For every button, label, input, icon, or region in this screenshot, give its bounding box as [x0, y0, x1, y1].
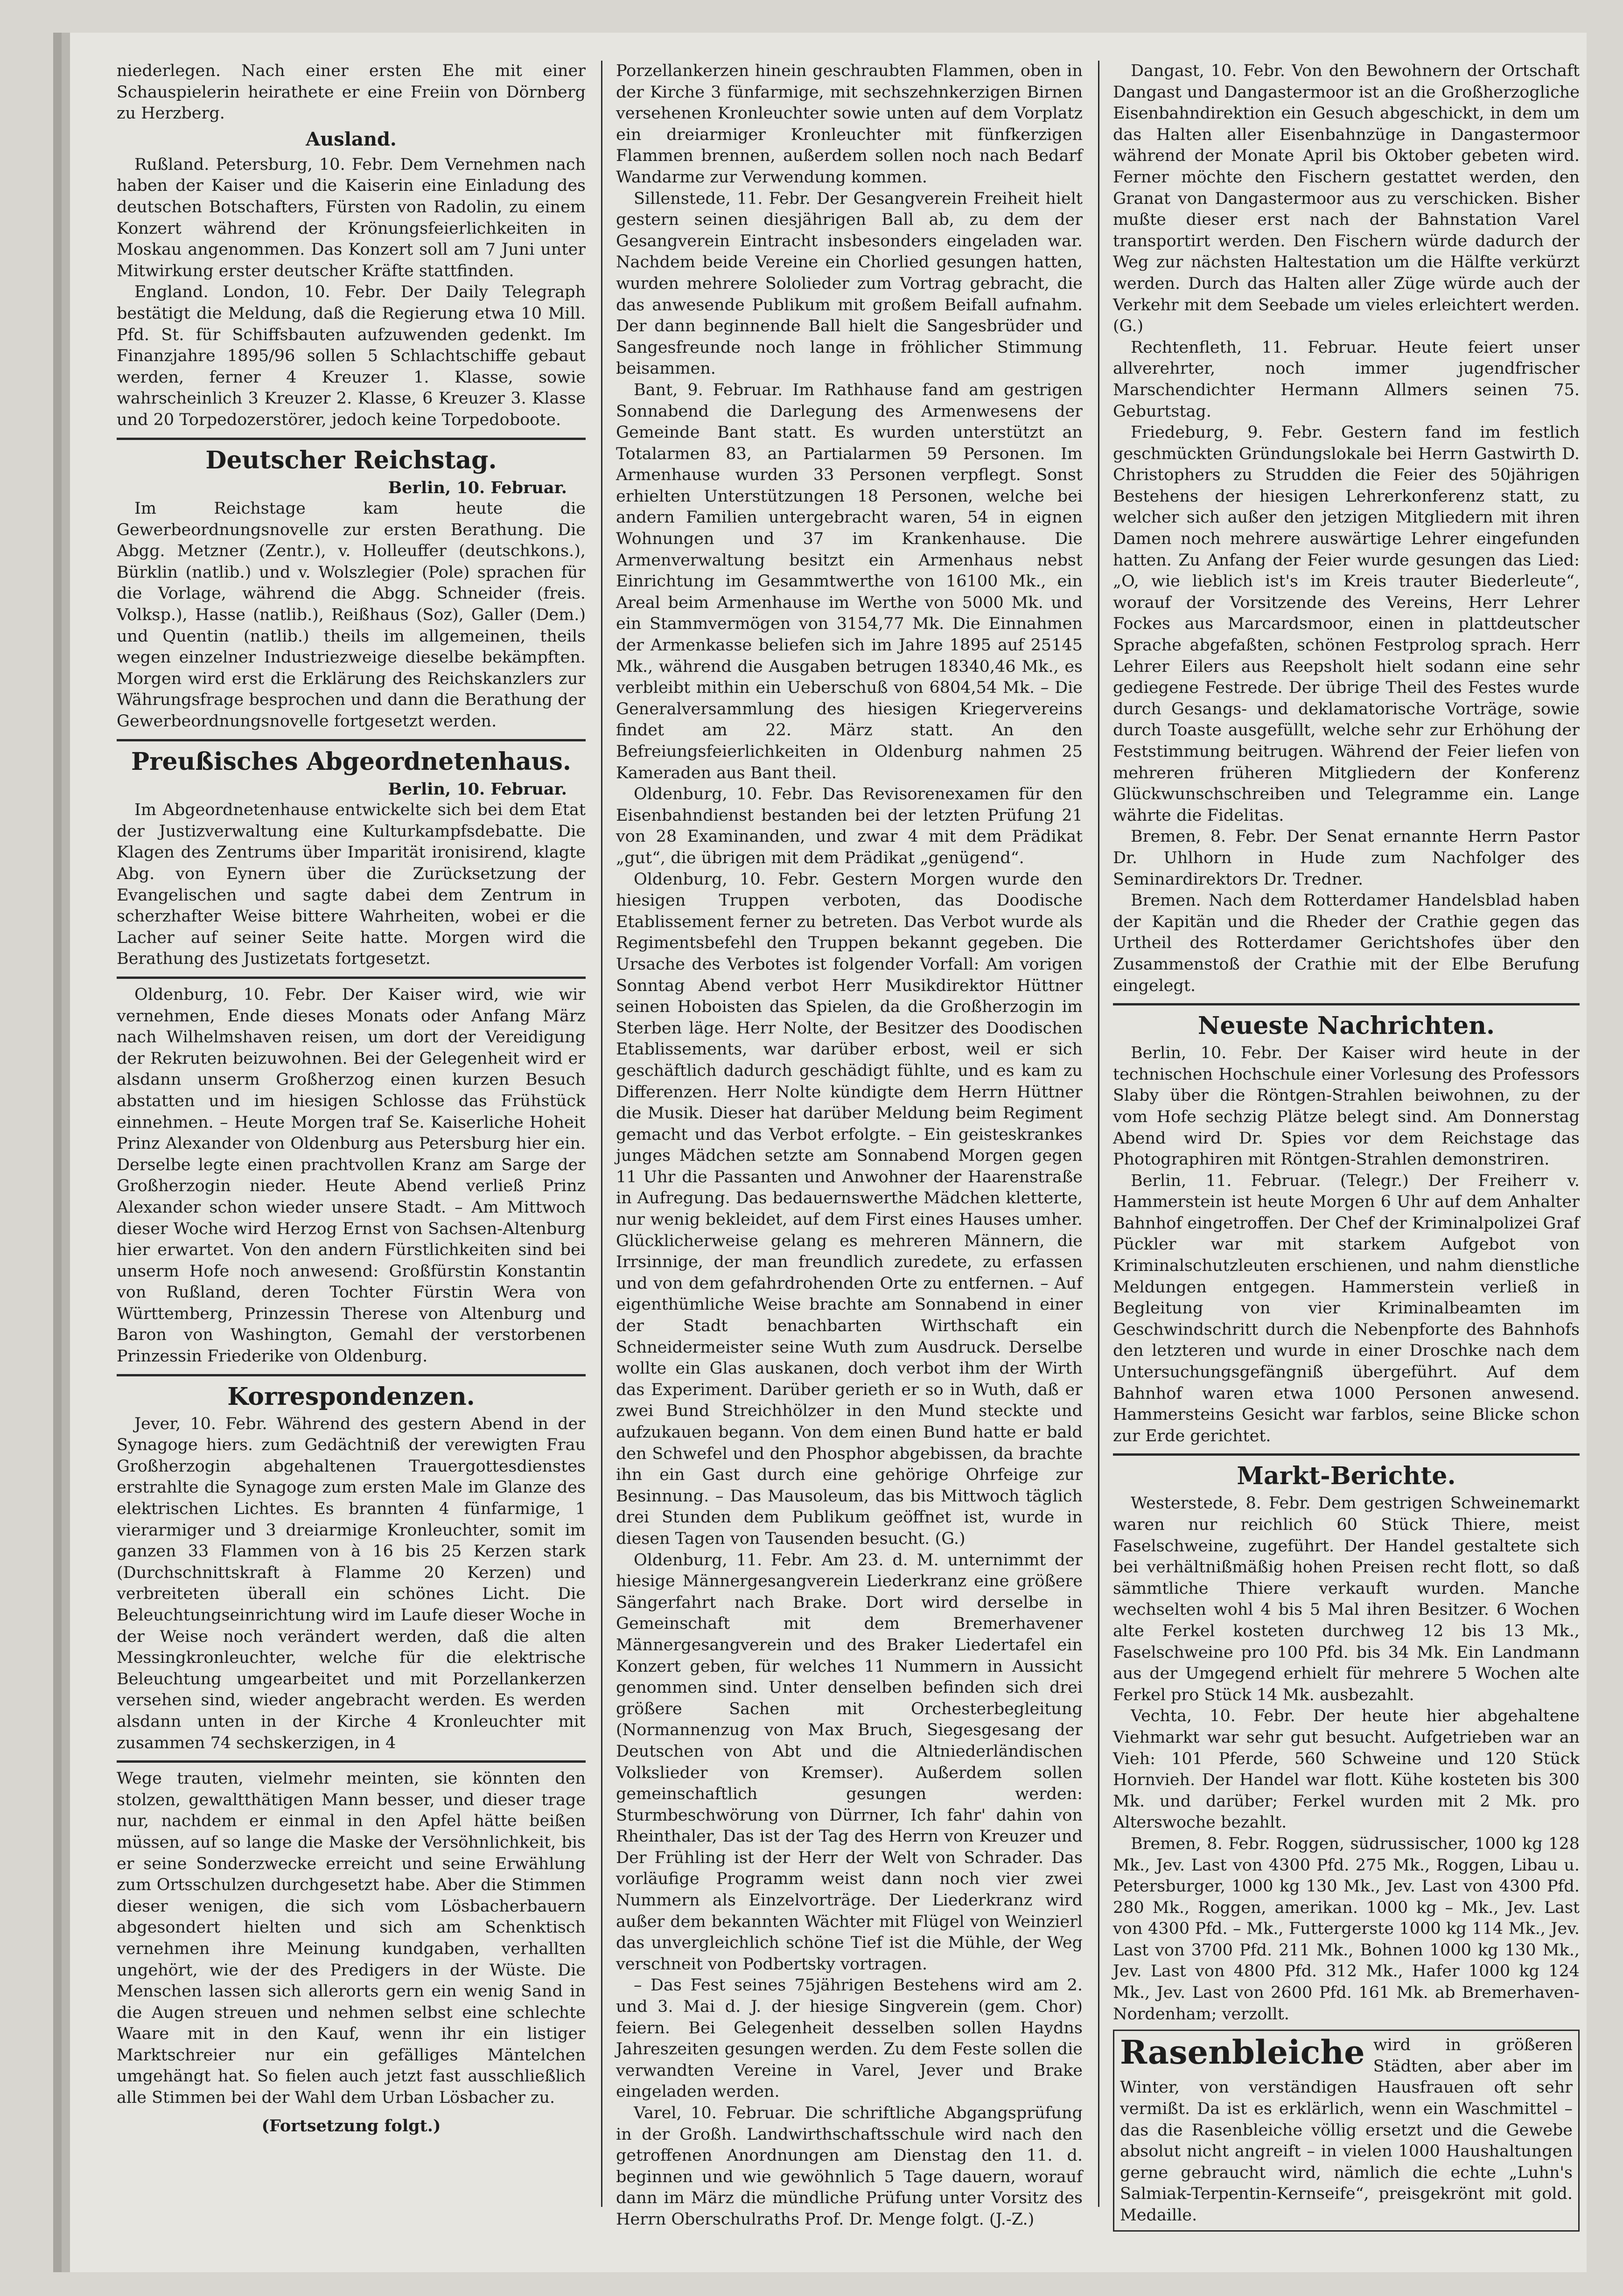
article-oldenburg-verbot: Oldenburg, 10. Febr. Gestern Morgen wurde den hiesigen Truppen verboten, das Doodische Etablissement ferner zu betreten. Das Verbot wurde als Regimentsbefehl den Truppen bekannt gegeben. Die Ursache des Verbotes ist folgender Vorfall: Am vorigen Sonntag Abend verbot Herr Musikdirektor Hüttner seinen Hoboisten das Spielen, da die Großherzogin im Sterben läge. Herr Nolte, der Besitzer des Doodischen Etablissements, war darüber erbost, weil er sich geschäftlich dadurch geschädigt fühlte, und es kam zu Differenzen. Herr Nolte kündigte dem Herrn Hüttner die Musik. Dieser hat darüber Meldung beim Regiment gemacht und das Verbot erfolgte. – Ein geisteskrankes junges Mädchen setzte am Sonnabend Morgen gegen 11 Uhr die Passanten und Anwohner der Haarenstraße in Aufregung. Das bedauernswerthe Mädchen kletterte, nur wenig bekleidet, auf dem First eines Hauses umher. Glücklicherweise gelang es mehreren Männern, die Irrsinnige, der man freundlich zuredete, zu erfassen und von dem gefahrdrohenden Orte zu entfernen. – Auf eigenthümliche Weise brachte am Sonnabend in einer der Stadt benachbarten Wirthschaft ein Schneidermeister seine Wuth zum Ausdruck. Derselbe wollte ein Glas auskanen, doch verbot ihm der Wirth das Experiment. Darüber gerieth er so in Wuth, daß er zwei Bund Streichhölzer in den Mund steckte und aufzukauen begann. Von dem einen Bund hatte er bald den Schwefel und den Phosphor abgebissen, da brachte ihn ein Gast durch eine gehörige Ohrfeige zur Besinnung. – Das Mausoleum, das bis Mittwoch täglich drei Stunden dem Publikum geöffnet ist, wurde in diesen Tagen von Tausenden besucht. (G.)	[616, 870, 1083, 1548]
section-heading-markt: Markt-Berichte.	[1237, 1462, 1456, 1491]
section-heading-reichstag: Deutscher Reichstag.	[205, 446, 497, 475]
column-3	[1113, 61, 1580, 2225]
section-rule	[117, 1374, 586, 1376]
column-1	[117, 61, 586, 2212]
article-reichstag: Im Reichstage kam heute die Gewerbeordnungsnovelle zur ersten Berathung. Die Abgg. Metzner (Zentr.), v. Holleuffer (deutschkons.), Bürklin (natlib.) und v. Wolszlegier (Pole) sprachen für die Vorlage, während die Abgg. Schneider (freis. Volksp.), Hasse (natlib.), Reißhaus (Soz), Galler (Dem.) und Quentin (natlib.) theils im allgemeinen, theils wegen einzelner Industriezweige dieselbe bekämpften. Morgen wird erst die Erklärung des Reichskanzlers zur Währungsfrage besprochen und dann die Berathung der Gewerbeordnungsnovelle fortgesetzt werden.	[117, 499, 586, 731]
advertisement-title: Rasenbleiche	[1120, 2033, 1365, 2072]
section-rule	[117, 438, 586, 440]
article-continuation: Porzellankerzen hinein geschraubten Flammen, oben in der Kirche 3 fünfarmige, mit sechszehnkerzigen Birnen versehenen Kronleuchter sowie unten auf dem Vorplatz ein dreiarmiger Kronleuchter mit fünfkerzigen Flammen brennen, außerdem sollen noch nach Bedarf Wandarme zur Verwendung kommen.	[616, 62, 1083, 187]
article-bremen-senat: Bremen, 8. Febr. Der Senat ernannte Herrn Pastor Dr. Uhlhorn in Hude zum Nachfolger des Seminardirektors Dr. Tredner.	[1113, 827, 1580, 889]
article-berlin-hammerstein: Berlin, 11. Februar. (Telegr.) Der Freiherr v. Hammerstein ist heute Morgen 6 Uhr auf dem Anhalter Bahnhof eingetroffen. Der Chef der Kriminalpolizei Graf Pückler war mit starkem Aufgebot von Kriminalschutzleuten erschienen, und nahm dienstliche Meldungen entgegen. Hammerstein verließ in Begleitung von vier Kriminalbeamten im Geschwindschritt durch die Nebenpforte des Bahnhofs den letzteren und wurde in einer Droschke nach dem Untersuchungsgefängniß übergeführt. Auf dem Bahnhof waren etwa 1000 Personen anwesend. Hammersteins Gesicht war farblos, seine Blicke schon zur Erde gerichtet.	[1113, 1171, 1580, 1445]
article-vechta: Vechta, 10. Febr. Der heute hier abgehaltene Viehmarkt war sehr gut besucht. Aufgetrieben war an Vieh: 101 Pferde, 560 Schweine und 120 Stück Hornvieh. Der Handel war flott. Kühe kosteten bis 300 Mk. und darüber; Ferkel wurden mit 2 Mk. pro Alterswoche bezahlt.	[1113, 1707, 1580, 1832]
section-rule	[117, 739, 586, 741]
feuilleton-text: Wege trauten, vielmehr meinten, sie könnten den stolzen, gewaltthätigen Mann besser, und dieser trage nur, nachdem er einmal in den Apfel hätte beißen müssen, auf so lange die Maske der Versöhnlichkeit, bis er seine Sonderzwecke erreicht und seine Erwählung zum Ortsschulzen durchgesetzt habe. Aber die Stimmen dieser wenigen, die sich vom Lösbacherbauern abgesondert hielten und sich am Schenktisch vernehmen ihre Meinung kundgaben, verhallten ungehört, wie der des Predigers in der Wüste. Die Menschen lassen sich allerorts gern ein wenig Sand in die Augen streuen und nehmen selbst eine schlechte Waare mit in den Kauf, wenn ihr ein listiger Marktschreier nur ein gefälliges Mäntelchen umgehängt hat. So fielen auch jetzt fast ausschließlich alle Stimmen bei der Wahl dem Urban Lösbacher zu.	[117, 1769, 586, 2108]
section-rule	[117, 977, 586, 979]
article-jever: Jever, 10. Febr. Während des gestern Abend in der Synagoge hiers. zum Gedächtniß der verewigten Frau Großherzogin abgehaltenen Trauergottesdienstes erstrahlte die Synagoge zum ersten Male im Glanze des elektrischen Lichtes. Es brannten 4 fünfarmige, 1 vierarmiger und 3 dreiarmige Kronleuchter, somit im ganzen 33 Flammen von à 16 bis 25 Kerzen stark (Durchschnittskraft à Flamme 20 Kerzen) und verbreiteten überall ein schönes Licht. Die Beleuchtungseinrichtung wird im Laufe dieser Woche in der Weise noch verändert werden, daß die alten Messingkronleuchter, welche für die elektrische Beleuchtung umgearbeitet und mit Porzellankerzen versehen sind, wieder angebracht werden. Es werden alsdann unten in der Kirche 4 Kronleuchter mit zusammen 74 sechskerzigen, in 4	[117, 1414, 586, 1752]
article-bremen-markt: Bremen, 8. Febr. Roggen, südrussischer, 1000 kg 128 Mk., Jev. Last von 4300 Pfd. 275 Mk., Roggen, Libau u. Petersburger, 1000 kg 130 Mk., Jev. Last von 4300 Pfd. 280 Mk., Roggen, amerikan. 1000 kg – Mk., Jev. Last von 4300 Pfd. – Mk., Futtergerste 1000 kg 114 Mk., Jev. Last von 3700 Pfd. 211 Mk., Bohnen 1000 kg 130 Mk., Jev. Last von 4800 Pfd. 312 Mk., Hafer 1000 kg 124 Mk., Jev. Last von 2600 Pfd. 161 Mk. ab Bremerhaven-Nordenham; verzollt.	[1113, 1834, 1580, 2024]
article-england: England. London, 10. Febr. Der Daily Telegraph bestätigt die Meldung, daß die Regierung etwa 10 Mill. Pfd. St. für Schiffsbauten aufzuwenden gedenkt. Im Finanzjahre 1895/96 sollen 5 Schlachtschiffe gebaut werden, ferner 4 Kreuzer 1. Klasse, sowie wahrscheinlich 3 Kreuzer 2. Klasse, 6 Kreuzer 3. Klasse und 20 Torpedozerstörer, jedoch keine Torpedoboote.	[117, 283, 586, 429]
fortsetzung-note: (Fortsetzung folgt.)	[261, 2116, 441, 2135]
dateline-abgeordnetenhaus: Berlin, 10. Februar.	[388, 779, 567, 799]
article-westerstede: Westerstede, 8. Febr. Dem gestrigen Schweinemarkt waren nur reichlich 60 Stück Thiere, meist Faselschweine, zugeführt. Der Handel gestaltete sich bei verhältnißmäßig hohen Preisen recht flott, so daß sämmtliche Thiere verkauft wurden. Manche wechselten wohl 4 bis 5 Mal ihren Besitzer. 6 Wochen alte Ferkel kosteten durchweg 12 bis 13 Mk., Faselschweine pro 100 Pfd. bis 34 Mk. Ein Landmann aus der Umgegend erhielt für mehrere 5 Wochen alte Ferkel pro Stück 14 Mk. ausbezahlt.	[1113, 1494, 1580, 1704]
article-bremen-crathie: Bremen. Nach dem Rotterdamer Handelsblad haben der Kapitän und die Rheder der Crathie gegen das Urtheil des Rotterdamer Gerichtshofes über den Zusammenstoß der Crathie mit der Elbe Berufung eingelegt.	[1113, 891, 1580, 995]
advertisement-text: wird in größeren Städten, aber aber im Winter, von verständigen Hausfrauen oft sehr vermißt. Da ist es erklärlich, wenn ein Waschmittel – das die Rasenbleiche völlig ersetzt und die Gewebe absolut nicht angreift – in vielen 1000 Haushaltungen gerne gebraucht wird, nämlich die echte „Luhn's Salmiak-Terpentin-Kernseife“, preisgekrönt mit gold. Medaille.	[1120, 2036, 1573, 2225]
article-abgeordnetenhaus: Im Abgeordnetenhause entwickelte sich bei dem Etat der Justizverwaltung eine Kulturkampfsdebatte. Die Klagen des Zentrums über Imparität ironisirend, klagte Abg. von Eynern über die Zurücksetzung der Evangelischen und sagte dabei dem Zentrum in scherzhafter Weise bittere Wahrheiten, wobei er die Lacher auf seiner Seite hatte. Morgen wird die Berathung des Justizetats fortgesetzt.	[117, 801, 586, 969]
section-rule	[1113, 1453, 1580, 1456]
dateline-reichstag: Berlin, 10. Februar.	[388, 478, 567, 497]
newspaper-page	[70, 33, 1587, 2272]
article-oldenburg-kaiser: Oldenburg, 10. Febr. Der Kaiser wird, wie wir vernehmen, Ende dieses Monats oder Anfang März nach Wilhelmshaven reisen, um dort der Vereidigung der Rekruten beizuwohnen. Bei der Gelegenheit wird er alsdann unserm Großherzog einen kurzen Besuch abstatten und im hiesigen Schlosse das Frühstück einnehmen. – Heute Morgen traf Se. Kaiserliche Hoheit Prinz Alexander von Oldenburg aus Petersburg hier ein. Derselbe legte einen prachtvollen Kranz am Sarge der Großherzogin nieder. Heute Abend verließ Prinz Alexander schon wieder unsere Stadt. – Am Mittwoch dieser Woche wird Herzog Ernst von Sachsen-Altenburg hier erwartet. Von den andern Fürstlichkeiten sind bei unserm Hofe noch anwesend: Großfürstin Konstantin von Rußland, deren Tochter Fürstin Wera von Württemberg, Prinzessin Therese von Altenburg und Baron von Washington, Gemahl der verstorbenen Prinzessin Friederike von Oldenburg.	[117, 985, 586, 1366]
article-oldenburg-examen: Oldenburg, 10. Febr. Das Revisorenexamen für den Eisenbahndienst bestanden bei der letzten Prüfung 21 von 28 Examinanden, und zwar 4 mit dem Prädikat „gut“, die übrigen mit dem Prädikat „genügend“.	[616, 785, 1083, 867]
column-divider	[601, 61, 602, 2207]
section-heading-neueste: Neueste Nachrichten.	[1197, 1012, 1495, 1040]
article-singverein-fest: – Das Fest seines 75jährigen Bestehens wird am 2. und 3. Mai d. J. der hiesige Singverein (gem. Chor) feiern. Bei Gelegenheit desselben sollen Haydns Jahreszeiten gesungen werden. Zu dem Feste sollen die verwandten Vereine in Varel, Jever und Brake eingeladen werden.	[616, 1976, 1083, 2101]
column-2	[616, 61, 1083, 2229]
article-russland: Rußland. Petersburg, 10. Febr. Dem Vernehmen nach haben der Kaiser und die Kaiserin eine Einladung des deutschen Botschafters, Fürsten von Radolin, zu einem Konzert während der Krönungsfeierlichkeiten in Moskau angenommen. Das Konzert soll am 7 Juni unter Mitwirkung erster deutscher Kräfte stattfinden.	[117, 155, 586, 280]
article-dangast: Dangast, 10. Febr. Von den Bewohnern der Ortschaft Dangast und Dangastermoor ist an die Großherzogliche Eisenbahndirektion ein Gesuch abgeschickt, in dem um das Halten aller Eisenbahnzüge in Dangastermoor während der Monate April bis Oktober gebeten wird. Ferner möchte den Fischern gestattet werden, den Granat von Dangastermoor aus zu verschicken. Bisher mußte dieser erst nach der Bahnstation Varel transportirt werden. Den Fischern würde dadurch der Weg zur nächsten Haltestation um die Hälfte verkürzt werden. Durch das Halten aller Züge würde auch der Verkehr mit dem Seebade um vieles erleichtert werden. (G.)	[1113, 62, 1580, 336]
article-varel: Varel, 10. Februar. Die schriftliche Abgangsprüfung in der Großh. Landwirthschaftsschule wird nach den getroffenen Anordnungen am Dienstag den 11. d. beginnen und wie gewöhnlich 5 Tage dauern, worauf dann im März die mündliche Prüfung unter Vorsitz des Herrn Oberschulraths Prof. Dr. Menge folgt. (J.-Z.)	[616, 2104, 1083, 2229]
column-divider	[1098, 61, 1099, 2207]
section-heading-abgeordnetenhaus: Preußisches Abgeordnetenhaus.	[131, 747, 571, 776]
feuilleton-rule	[117, 1760, 586, 1763]
article-berlin-roentgen: Berlin, 10. Febr. Der Kaiser wird heute in der technischen Hochschule einer Vorlesung des Professors Slaby über die Röntgen-Strahlen beiwohnen, zu der vom Hofe sechzig Plätze belegt sind. Am Donnerstag Abend wird Dr. Spies vor dem Reichstage das Photographiren mit Röntgen-Strahlen demonstriren.	[1113, 1044, 1580, 1169]
article-oldenburg-liederkranz: Oldenburg, 11. Febr. Am 23. d. M. unternimmt der hiesige Männergesangverein Liederkranz eine größere Sängerfahrt nach Brake. Dort wird derselbe in Gemeinschaft mit dem Bremerhavener Männergesangverein und des Braker Liedertafel ein Konzert geben, für welches 11 Nummern in Aussicht genommen sind. Unter denselben befinden sich drei größere Sachen mit Orchesterbegleitung (Normannenzug von Max Bruch, Siegesgesang der Deutschen von Abt und die Altniederländischen Volkslieder von Kremser). Außerdem sollen gemeinschaftlich gesungen werden: Sturmbeschwörung von Dürrner, Ich fahr' dahin von Rheinthaler, Das ist der Tag des Herrn von Kreuzer und Der Frühling ist der Herr der Welt von Schrader. Das vorläufige Programm weist dann noch vier zwei Nummern als Einzelvorträge. Der Liederkranz wird außer dem bekannten Wächter mit Flügel von Weinzierl das unvergleichlich schöne Tief ist die Mühle, der Weg verschneit von Podbertsky vortragen.	[616, 1550, 1083, 1974]
article-sillenstede: Sillenstede, 11. Febr. Der Gesangverein Freiheit hielt gestern seinen diesjährigen Ball ab, zu dem der Gesangverein Eintracht insbesonders eingeladen war. Nachdem beide Vereine ein Chorlied gesungen hatten, wurden mehrere Sololieder zum Vortrag gebracht, die das anwesende Publikum mit großem Beifall aufnahm. Der dann beginnende Ball hielt die Sangesbrüder und Sangesfreunde noch lange in fröhlicher Stimmung beisammen.	[616, 189, 1083, 378]
article-rechtenfleth: Rechtenfleth, 11. Februar. Heute feiert unser allverehrter, noch immer jugendfrischer Marschendichter Hermann Allmers seinen 75. Geburtstag.	[1113, 338, 1580, 421]
article-friedeburg: Friedeburg, 9. Febr. Gestern fand im festlich geschmückten Gründungslokale bei Herrn Gastwirth D. Christophers zu Strudden die Feier des 50jährigen Bestehens der hiesigen Lehrerkonferenz statt, zu welcher sich außer den jetzigen Mitgliedern mit ihren Damen noch mehrere auswärtige Lehrer eingefunden hatten. Zu Anfang der Feier wurde gesungen das Lied: „O, wie lieblich ist's im Kreis trauter Biederleute“, worauf der Vorsitzende des Vereins, Herr Lehrer Fockes aus Marcardsmoor, einen in plattdeutscher Sprache abgefaßten, schönen Festprolog sprach. Herr Lehrer Eilers aus Reepsholt hielt sodann eine sehr gediegene Festrede. Der übrige Theil des Festes wurde durch Gesangs- und deklamatorische Vorträge, sowie durch Toaste ausgefüllt, welche sehr zur Erhöhung der Feststimmung beitrugen. Während der Feier liefen von mehreren früheren Mitgliedern der Konferenz Glückwunschschreiben und Telegramme ein. Lange währte die Fidelitas.	[1113, 423, 1580, 825]
article-bant: Bant, 9. Februar. Im Rathhause fand am gestrigen Sonnabend die Darlegung des Armenwesens der Gemeinde Bant statt. Es wurden unterstützt an Totalarmen 83, an Partialarmen 59 Personen. Im Armenhause wurden 33 Personen verpflegt. Sonst erhielten Unterstützungen 18 Personen, welche bei andern Familien untergebracht waren, 54 in eignen Wohnungen und 37 im Krankenhause. Die Armenverwaltung besitzt ein Armenhaus nebst Einrichtung im Gesammtwerthe von 16100 Mk., ein Areal beim Armenhause im Werthe von 5000 Mk. und ein Stammvermögen von 3154,77 Mk. Die Einnahmen der Armenkasse beliefen sich im Jahre 1895 auf 25145 Mk., während die Ausgaben betrugen 18340,46 Mk., es verbleibt mithin ein Ueberschuß von 6804,54 Mk. – Die Generalversammlung des hiesigen Kriegervereins findet am 22. März statt. An den Befreiungsfeierlichkeiten in Oldenburg nahmen 25 Kameraden aus Bant theil.	[616, 380, 1083, 782]
section-heading-ausland: Ausland.	[306, 128, 397, 150]
article-continuation: niederlegen. Nach einer ersten Ehe mit einer Schauspielerin heirathete er eine Freiin von Dörnberg zu Herzberg.	[117, 62, 586, 123]
section-heading-korrespondenzen: Korrespondenzen.	[227, 1382, 475, 1411]
advertisement-rasenbleiche	[1113, 2030, 1580, 2231]
section-rule	[1113, 1003, 1580, 1005]
